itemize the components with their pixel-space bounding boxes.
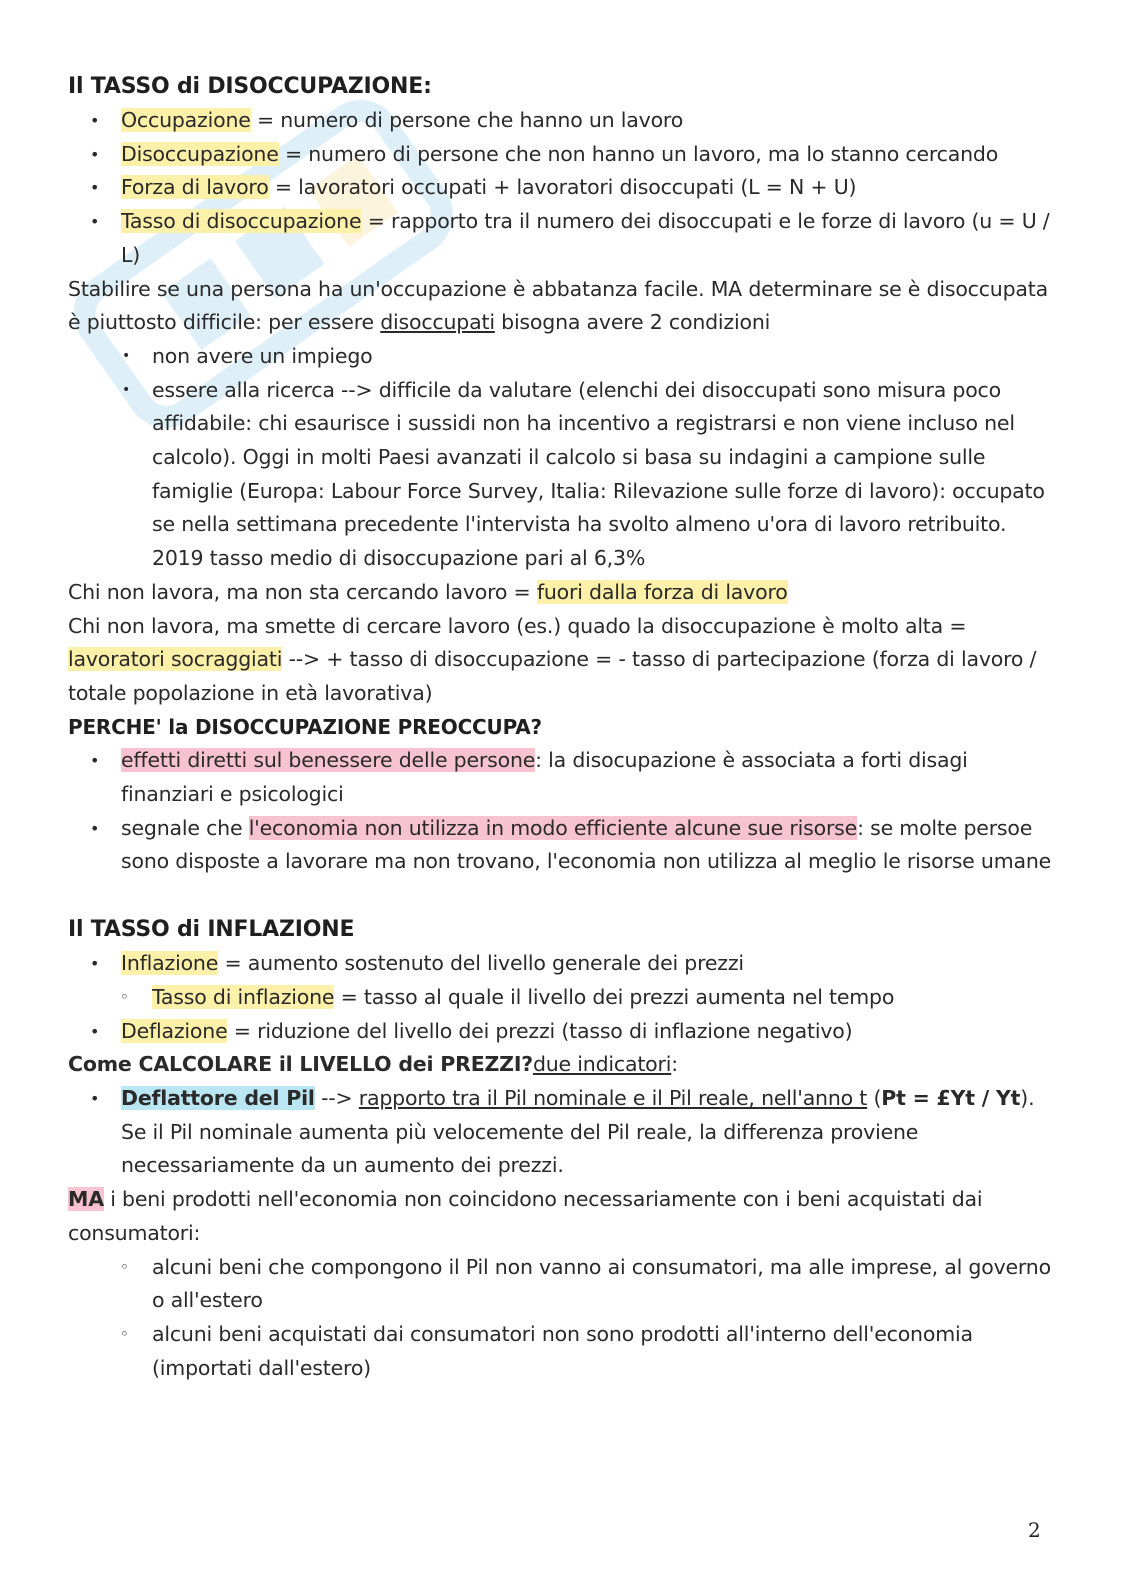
text: = aumento sostenuto del livello generale dei prezzi [218,951,744,976]
bold-text: Come CALCOLARE il LIVELLO dei PREZZI? [68,1052,533,1077]
definition-text: = rapporto tra il numero dei disoccupati e le forze di lavoro (u = U / L) [121,209,1050,267]
highlighted-term: Occupazione [121,108,251,132]
list-item [68,744,1053,811]
list-item: ◦ alcuni beni acquistati dai consumatori non sono prodotti all'interno dell'economia (importati dall'estero) [68,1318,1053,1385]
list-item: • essere alla ricerca --> difficile da valutare (elenchi dei disoccupati sono misura poco affidabile: chi esaurisce i sussidi non ha incentivo a registrarsi e non viene incluso nel calcolo). Oggi in molti Paesi avanzati il calcolo si basa su indagini a campione sulle famiglie (Europa: Labour Force Survey, Italia: Rilevazione sulle forze di lavoro): occupato se nella settimana precedente l'intervista ha svolto almeno u'ora di lavoro retribuito. 2019 tasso medio di disoccupazione pari al 6,3% [68,374,1053,576]
list-item [68,205,1053,272]
page-number: 2 [1028,1518,1041,1542]
deflation-list [68,1015,1053,1049]
formula: Pt = £Yt / Yt [881,1085,1021,1110]
text: = tasso al quale il livello dei prezzi aumenta nel tempo [334,984,895,1009]
spacer [68,879,1053,913]
text: : [671,1052,678,1077]
goods-list [68,1251,1053,1386]
text: : la disocupazione è associata a forti disagi finanziari e psicologici [121,748,968,807]
text: bisogna avere 2 condizioni [494,310,771,335]
text: Chi non lavora, ma smette di cercare lavoro (es.) quado la disoccupazione è molto alta = [68,613,967,638]
list-item [68,812,1053,879]
definitions-list [68,104,1053,273]
text: i beni prodotti nell'economia non coincidono necessariamente con i beni acquistati dai consumatori: [68,1187,983,1245]
document-page [68,70,1053,1385]
highlighted-term: effetti diretti sul benessere delle persone [121,748,536,773]
list-item: • non avere un impiego [68,340,1053,374]
list-item [68,981,1053,1015]
highlighted-term: lavoratori socraggiati [68,647,283,672]
inflation-sublist [68,981,1053,1015]
highlighted-term: Disoccupazione [121,141,279,166]
definition-text: = numero di persone che hanno un lavoro [250,108,684,132]
text: ). Se il Pil nominale aumenta più velocemente del Pil reale, la differenza proviene necessariamente da un aumento dei prezzi. [121,1085,1035,1178]
list-item [68,1015,1053,1049]
indicators-list [68,1082,1053,1183]
text: --> [314,1085,359,1110]
highlighted-term: Inflazione [121,951,219,976]
paragraph [68,576,1053,610]
subsection-title-calc [68,1048,1053,1082]
section-title-inflation: Il TASSO di INFLAZIONE [68,917,355,943]
text: Chi non lavora, ma non sta cercando lavoro = [68,579,537,604]
list-item: ◦ alcuni beni che compongono il Pil non vanno ai consumatori, ma alle imprese, al governo o all'estero [68,1251,1053,1318]
definition-text: = numero di persone che non hanno un lavoro, ma lo stanno cercando [278,141,999,166]
underlined-term: disoccupati [380,310,495,335]
highlighted-term: Deflazione [121,1018,228,1043]
text: --> + tasso di disoccupazione = - tasso di partecipazione (forza di lavoro / totale popolazione in età lavorativa) [68,647,1037,705]
section-title-unemployment: Il TASSO di DISOCCUPAZIONE: [68,74,432,99]
paragraph [68,1183,1053,1250]
underlined-term: rapporto tra il Pil nominale e il Pil reale, nell'anno t [358,1085,868,1110]
definition-text: = lavoratori occupati + lavoratori disoccupati (L = N + U) [268,175,857,200]
subsection-title-why: PERCHE' la DISOCCUPAZIONE PREOCCUPA? [68,714,542,739]
list-item [68,138,1053,172]
list-item [68,171,1053,205]
highlighted-term: MA [68,1187,104,1212]
highlighted-term: l'economia non utilizza in modo efficiente alcune sue risorse [248,815,858,840]
reasons-list [68,744,1053,879]
text: = riduzione del livello dei prezzi (tasso di inflazione negativo) [227,1018,853,1043]
highlighted-term: fuori dalla forza di lavoro [536,579,788,604]
list-item [68,1082,1053,1183]
text: ( [867,1085,882,1110]
underlined-term: due indicatori [532,1052,672,1077]
list-item [68,104,1053,138]
text: segnale che [121,815,249,840]
text: Stabilire se una persona ha un'occupazione è abbatanza facile. MA determinare se è disoccupata è piuttosto difficile: per essere [68,276,1048,335]
paragraph [68,273,1053,340]
highlighted-term: Tasso di disoccupazione [121,209,362,234]
highlighted-term: Deflattore del Pil [121,1085,315,1110]
inflation-list [68,947,1053,981]
highlighted-term: Tasso di inflazione [152,984,335,1009]
text: : se molte persoe sono disposte a lavorare ma non trovano, l'economia non utilizza al meglio le risorse umane [121,815,1052,874]
highlighted-term: Forza di lavoro [121,175,269,200]
paragraph [68,610,1053,711]
conditions-list [68,340,1053,576]
list-item [68,947,1053,981]
